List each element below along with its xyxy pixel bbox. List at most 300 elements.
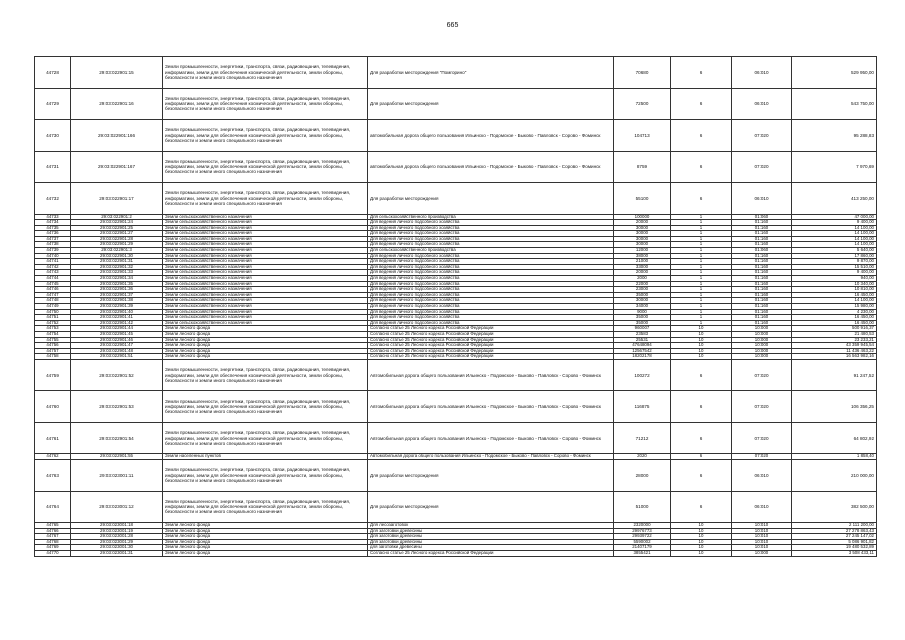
cell-use-group: 10 [671, 539, 732, 545]
cell-area: 30000 [614, 225, 671, 231]
cell-cadastral-number: 29:03:022901:46 [71, 337, 163, 343]
cell-use-group: 1 [671, 253, 732, 259]
cell-cadastral-number: 29:03:022901:27 [71, 231, 163, 237]
cell-land-category: Земли сельскохозяйственного назначения [163, 281, 368, 287]
cell-cadastral-value: 11 436 463,22 [792, 348, 877, 354]
cell-cadastral-number: 29:03:022901:167 [71, 151, 163, 183]
cell-use-group: 1 [671, 231, 732, 237]
cell-cadastral-value: 14 100,00 [792, 231, 877, 237]
cell-area: 35000 [614, 292, 671, 298]
cell-use-group: 1 [671, 298, 732, 304]
cell-cadastral-number: 29:03:022901:24 [71, 220, 163, 226]
cell-use-code: 10:000 [732, 354, 792, 360]
cell-cadastral-value: 27 278 863,43 [792, 528, 877, 534]
cell-permitted-use: для заготовки древесины [368, 545, 614, 551]
cell-record-number: 44750 [35, 309, 71, 315]
cell-permitted-use: Для ведения личного подсобного хозяйства [368, 236, 614, 242]
cell-area: 18202178 [614, 354, 671, 360]
cell-land-category: Земли сельскохозяйственного назначения [163, 220, 368, 226]
cell-area: 116875 [614, 391, 671, 423]
cell-use-code: 01:160 [732, 304, 792, 310]
cell-record-number: 44757 [35, 348, 71, 354]
cell-land-category: Земли сельскохозяйственного назначения [163, 225, 368, 231]
cell-use-code: 10:010 [732, 523, 792, 529]
cell-land-category: Земли промышленности, энергетики, транспорта, связи, радиовещания, телевидения, информатики, земли для обеспечения космической деятельности, земли обороны, безопасности и земли иного специального назначения [163, 460, 368, 492]
cell-cadastral-value: 21 480,53 [792, 331, 877, 337]
table-row [35, 88, 877, 120]
cell-use-code: 01:060 [732, 248, 792, 254]
cell-record-number: 44766 [35, 528, 71, 534]
cell-cadastral-value: 210 000,00 [792, 460, 877, 492]
cell-area: 29939722 [614, 534, 671, 540]
cell-land-category: Земли лесного фонда [163, 534, 368, 540]
cell-cadastral-value: 14 100,00 [792, 225, 877, 231]
cell-cadastral-value: 500 916,37 [792, 326, 877, 332]
cell-record-number: 44765 [35, 523, 71, 529]
cell-permitted-use: Для ведения личного подсобного хозяйства [368, 231, 614, 237]
cell-use-group: 10 [671, 343, 732, 349]
cell-permitted-use: Автомобильная дорога общего пользования Ильинско - Подомское - Быково - Павловск - Сорово - Фоминск [368, 454, 614, 460]
cell-land-category: Земли лесного фонда [163, 337, 368, 343]
cell-land-category: Земли промышленности, энергетики, транспорта, связи, радиовещания, телевидения, информатики, земли для обеспечения космической деятельности, земли обороны, безопасности и земли иного специального назначения [163, 57, 368, 89]
table-row [35, 151, 877, 183]
cell-use-code: 10:010 [732, 534, 792, 540]
cell-cadastral-number: 29:03:022901:39 [71, 304, 163, 310]
cell-use-code: 01:160 [732, 220, 792, 226]
cell-use-code: 07:020 [732, 422, 792, 454]
cell-record-number: 44756 [35, 343, 71, 349]
cell-cadastral-value: 2 111 200,00 [792, 523, 877, 529]
cell-land-category: Земли сельскохозяйственного назначения [163, 231, 368, 237]
cell-use-group: 1 [671, 242, 732, 248]
cell-use-group: 1 [671, 276, 732, 282]
cell-use-group: 1 [671, 225, 732, 231]
cell-cadastral-value: 4 230,00 [792, 309, 877, 315]
cell-use-group: 1 [671, 259, 732, 265]
cell-area: 35000 [614, 320, 671, 326]
cell-use-code: 06:010 [732, 460, 792, 492]
cell-permitted-use: Для ведения личного подсобного хозяйства [368, 225, 614, 231]
cell-cadastral-value: 15 980,00 [792, 304, 877, 310]
cell-cadastral-number: 29:03:022901:15 [71, 57, 163, 89]
cell-cadastral-value: 106 356,25 [792, 391, 877, 423]
cell-permitted-use: Для сельскохозяйственного производства [368, 248, 614, 254]
cell-record-number: 44769 [35, 545, 71, 551]
cell-permitted-use: Согласно статье 25 Лесного кодекса Российской Федерации [368, 326, 614, 332]
cell-area: 28000 [614, 460, 671, 492]
cell-record-number: 44749 [35, 304, 71, 310]
cell-land-category: Земли промышленности, энергетики, транспорта, связи, радиовещания, телевидения, информатики, земли для обеспечения космической деятельности, земли обороны, безопасности и земли иного специального назначения [163, 359, 368, 391]
cell-use-group: 1 [671, 287, 732, 293]
cell-record-number: 44767 [35, 534, 71, 540]
cell-permitted-use: Для заготовки древесины [368, 534, 614, 540]
cell-cadastral-number: 29:03:023001:28 [71, 534, 163, 540]
cell-land-category: Земли сельскохозяйственного назначения [163, 315, 368, 321]
cell-cadastral-value: 16 450,00 [792, 315, 877, 321]
cell-area: 100272 [614, 359, 671, 391]
cell-cadastral-number: 29:03:022901:36 [71, 287, 163, 293]
cell-record-number: 44737 [35, 236, 71, 242]
cell-record-number: 44739 [35, 248, 71, 254]
cell-use-group: 1 [671, 236, 732, 242]
cell-use-group: 1 [671, 320, 732, 326]
cell-land-category: Земли сельскохозяйственного назначения [163, 298, 368, 304]
cell-cadastral-number: 29:03:023001:12 [71, 491, 163, 523]
cell-cadastral-number: 29:03:022901:40 [71, 309, 163, 315]
cell-record-number: 44732 [35, 183, 71, 215]
cell-record-number: 44761 [35, 422, 71, 454]
cell-cadastral-value: 16 450,00 [792, 320, 877, 326]
cell-cadastral-value: 95 288,83 [792, 120, 877, 152]
cell-use-group: 1 [671, 309, 732, 315]
cell-permitted-use: автомобильная дорога общего пользования Ильинско - Подомское - Быково - Павловск - Сорово - Фоминск [368, 151, 614, 183]
cell-use-code: 01:160 [732, 276, 792, 282]
cell-use-group: 6 [671, 422, 732, 454]
cell-cadastral-value: 529 950,00 [792, 57, 877, 89]
cell-area: 35000 [614, 315, 671, 321]
cell-cadastral-number: 29:03:023001:29 [71, 539, 163, 545]
cell-use-group: 10 [671, 528, 732, 534]
cell-use-code: 10:000 [732, 337, 792, 343]
cell-land-category: Земли сельскохозяйственного назначения [163, 236, 368, 242]
cell-cadastral-number: 29:03:023001:11 [71, 460, 163, 492]
cell-use-code: 07:020 [732, 454, 792, 460]
cell-area: 20000 [614, 220, 671, 226]
cell-permitted-use: Для ведения личного подсобного хозяйства [368, 292, 614, 298]
cell-area: 30000 [614, 298, 671, 304]
cell-cadastral-value: 14 100,00 [792, 298, 877, 304]
cell-use-code: 01:060 [732, 214, 792, 220]
cell-cadastral-number: 29:03:022901:33 [71, 270, 163, 276]
cell-use-group: 10 [671, 545, 732, 551]
cell-use-group: 1 [671, 248, 732, 254]
cell-area: 12567542 [614, 348, 671, 354]
cell-land-category: Земли лесного фонда [163, 528, 368, 534]
cell-area: 960007 [614, 326, 671, 332]
cell-record-number: 44751 [35, 315, 71, 321]
cell-cadastral-value: 10 810,00 [792, 287, 877, 293]
table-row [35, 460, 877, 492]
cell-record-number: 44743 [35, 270, 71, 276]
cell-permitted-use: Для ведения личного подсобного хозяйства [368, 315, 614, 321]
cell-use-group: 1 [671, 270, 732, 276]
cell-record-number: 44731 [35, 151, 71, 183]
cell-record-number: 44744 [35, 276, 71, 282]
cell-cadastral-number: 29:03:022901:52 [71, 359, 163, 391]
cell-use-group: 6 [671, 88, 732, 120]
cell-land-category: Земли промышленности, энергетики, транспорта, связи, радиовещания, телевидения, информатики, земли для обеспечения космической деятельности, земли обороны, безопасности и земли иного специального назначения [163, 151, 368, 183]
cell-cadastral-number: 29:03:023001:30 [71, 545, 163, 551]
cell-cadastral-number: 29:03:022901:32 [71, 264, 163, 270]
cell-area: 2020 [614, 454, 671, 460]
cell-use-code: 10:000 [732, 326, 792, 332]
cell-record-number: 44754 [35, 331, 71, 337]
cell-cadastral-value: 64 802,92 [792, 422, 877, 454]
cell-permitted-use: Для разработки месторождения [368, 183, 614, 215]
cell-cadastral-number: 29:03:023001:18 [71, 523, 163, 529]
cell-cadastral-number: 29:03:022901:41 [71, 315, 163, 321]
cell-permitted-use: Для ведения личного подсобного хозяйства [368, 264, 614, 270]
cell-cadastral-value: 19 480 532,89 [792, 545, 877, 551]
cell-record-number: 44736 [35, 231, 71, 237]
cell-permitted-use: Согласно статье 25 Лесного кодекса Российской Федерации [368, 331, 614, 337]
cell-land-category: Земли лесного фонда [163, 326, 368, 332]
cell-area: 20000 [614, 270, 671, 276]
land-registry-table [34, 56, 877, 557]
table-row [35, 120, 877, 152]
cell-cadastral-value: 47 000,00 [792, 214, 877, 220]
cell-permitted-use: Для заготовки древесины [368, 528, 614, 534]
cell-use-code: 07:020 [732, 359, 792, 391]
cell-use-code: 01:160 [732, 225, 792, 231]
cell-land-category: Земли сельскохозяйственного назначения [163, 242, 368, 248]
cell-record-number: 44753 [35, 326, 71, 332]
cell-use-code: 10:000 [732, 551, 792, 557]
cell-area: 38000 [614, 253, 671, 259]
cell-area: 25531 [614, 337, 671, 343]
cell-use-code: 01:160 [732, 264, 792, 270]
cell-permitted-use: Для ведения личного подсобного хозяйства [368, 298, 614, 304]
cell-use-code: 06:010 [732, 491, 792, 523]
cell-area: 71212 [614, 422, 671, 454]
cell-use-group: 10 [671, 354, 732, 360]
table-row [35, 491, 877, 523]
cell-use-group: 6 [671, 57, 732, 89]
cell-record-number: 44730 [35, 120, 71, 152]
land-registry-sheet [34, 56, 876, 557]
cell-land-category: Земли промышленности, энергетики, транспорта, связи, радиовещания, телевидения, информатики, земли для обеспечения космической деятельности, земли обороны, безопасности и земли иного специального назначения [163, 422, 368, 454]
cell-record-number: 44748 [35, 298, 71, 304]
cell-land-category: Земли лесного фонда [163, 551, 368, 557]
cell-permitted-use: Для лесозаготовок [368, 523, 614, 529]
cell-cadastral-value: 382 500,00 [792, 491, 877, 523]
cell-cadastral-number: 29:03:022901:44 [71, 326, 163, 332]
cell-cadastral-number: 29:03:022901:25 [71, 225, 163, 231]
cell-record-number: 44728 [35, 57, 71, 89]
table-row [35, 391, 877, 423]
cell-permitted-use: Для ведения личного подсобного хозяйства [368, 259, 614, 265]
cell-use-code: 06:010 [732, 88, 792, 120]
cell-land-category: Земли лесного фонда [163, 354, 368, 360]
cell-use-code: 07:020 [732, 391, 792, 423]
cell-land-category: Земли сельскохозяйственного назначения [163, 259, 368, 265]
cell-use-group: 10 [671, 523, 732, 529]
cell-use-code: 01:160 [732, 320, 792, 326]
cell-record-number: 44741 [35, 259, 71, 265]
cell-permitted-use: Для разработки месторождения [368, 491, 614, 523]
cell-record-number: 44770 [35, 551, 71, 557]
cell-land-category: Земли сельскохозяйственного назначения [163, 287, 368, 293]
cell-use-group: 10 [671, 337, 732, 343]
cell-use-code: 01:160 [732, 281, 792, 287]
cell-area: 100000 [614, 214, 671, 220]
cell-record-number: 44729 [35, 88, 71, 120]
cell-land-category: Земли лесного фонда [163, 343, 368, 349]
cell-land-category: Земли сельскохозяйственного назначения [163, 253, 368, 259]
cell-use-code: 07:020 [732, 151, 792, 183]
cell-land-category: Земли лесного фонда [163, 539, 368, 545]
table-row [35, 359, 877, 391]
cell-area: 2000 [614, 276, 671, 282]
cell-area: 34000 [614, 304, 671, 310]
cell-use-group: 6 [671, 183, 732, 215]
cell-record-number: 44758 [35, 354, 71, 360]
cell-use-code: 01:160 [732, 315, 792, 321]
cell-area: 23000 [614, 287, 671, 293]
cell-use-group: 1 [671, 281, 732, 287]
cell-land-category: Земли сельскохозяйственного назначения [163, 270, 368, 276]
cell-permitted-use: Для сельскохозяйственного производства [368, 214, 614, 220]
cell-cadastral-value: 17 860,00 [792, 253, 877, 259]
cell-cadastral-value: 9 400,00 [792, 270, 877, 276]
cell-land-category: Земли промышленности, энергетики, транспорта, связи, радиовещания, телевидения, информатики, земли для обеспечения космической деятельности, земли обороны, безопасности и земли иного специального назначения [163, 183, 368, 215]
cell-cadastral-value: 14 100,00 [792, 236, 877, 242]
cell-land-category: Земли промышленности, энергетики, транспорта, связи, радиовещания, телевидения, информатики, земли для обеспечения космической деятельности, земли обороны, безопасности и земли иного специального назначения [163, 391, 368, 423]
cell-use-code: 10:000 [732, 343, 792, 349]
cell-cadastral-value: 7 970,69 [792, 151, 877, 183]
cell-cadastral-number: 29:03:022901:35 [71, 281, 163, 287]
cell-cadastral-number: 29:03:022901:45 [71, 331, 163, 337]
cell-cadastral-value: 3 508 433,11 [792, 551, 877, 557]
cell-use-code: 01:160 [732, 309, 792, 315]
cell-use-code: 01:160 [732, 298, 792, 304]
cell-use-group: 6 [671, 151, 732, 183]
cell-cadastral-number: 29:03:022901:17 [71, 183, 163, 215]
cell-area: 2320000 [614, 523, 671, 529]
cell-use-group: 6 [671, 359, 732, 391]
table-row [35, 551, 877, 557]
cell-use-group: 6 [671, 454, 732, 460]
cell-cadastral-value: 10 340,00 [792, 281, 877, 287]
cell-cadastral-number: 29:03:022901:51 [71, 354, 163, 360]
cell-cadastral-value: 16 450,00 [792, 292, 877, 298]
cell-record-number: 44742 [35, 264, 71, 270]
cell-cadastral-value: 23 233,21 [792, 337, 877, 343]
cell-permitted-use: автомобильная дорога общего пользования Ильинско - Подомское - Быково - Павловск - Сорово - Фоминск [368, 120, 614, 152]
cell-use-code: 06:010 [732, 57, 792, 89]
cell-use-group: 10 [671, 348, 732, 354]
cell-use-code: 01:160 [732, 259, 792, 265]
cell-permitted-use: Для ведения личного подсобного хозяйства [368, 242, 614, 248]
cell-area: 21000 [614, 259, 671, 265]
cell-use-code: 06:010 [732, 183, 792, 215]
cell-record-number: 44738 [35, 242, 71, 248]
cell-permitted-use: Для заготовки древесины [368, 539, 614, 545]
cell-permitted-use: Для ведения личного подсобного хозяйства [368, 309, 614, 315]
table-row [35, 57, 877, 89]
cell-area: 104713 [614, 120, 671, 152]
cell-area: 5590002 [614, 539, 671, 545]
cell-cadastral-value: 16 563 982,16 [792, 354, 877, 360]
cell-area: 8759 [614, 151, 671, 183]
cell-permitted-use: Для разработки месторождения [368, 460, 614, 492]
cell-land-category: Земли сельскохозяйственного назначения [163, 309, 368, 315]
cell-area: 30000 [614, 236, 671, 242]
cell-cadastral-number: 29:03:022901:42 [71, 320, 163, 326]
cell-land-category: Земли лесного фонда [163, 348, 368, 354]
cell-land-category: Земли сельскохозяйственного назначения [163, 264, 368, 270]
cell-permitted-use: Для ведения личного подсобного хозяйства [368, 276, 614, 282]
cell-cadastral-number: 29:03:023001:31 [71, 551, 163, 557]
cell-permitted-use: Автомобильная дорога общего пользования Ильинско - Подомское - Быково - Павловск - Сорово - Фоминск [368, 422, 614, 454]
cell-cadastral-number: 29:03:022901:30 [71, 253, 163, 259]
cell-use-group: 10 [671, 331, 732, 337]
cell-cadastral-value: 1 858,40 [792, 454, 877, 460]
cell-land-category: Земли лесного фонда [163, 331, 368, 337]
cell-use-code: 10:010 [732, 539, 792, 545]
cell-cadastral-number: 29:03:022901:29 [71, 242, 163, 248]
cell-cadastral-number: 29:03:022901:48 [71, 348, 163, 354]
cell-use-group: 1 [671, 304, 732, 310]
table-row [35, 183, 877, 215]
cell-record-number: 44759 [35, 359, 71, 391]
cell-cadastral-number: 29:03:022901:16 [71, 88, 163, 120]
cell-land-category: Земли промышленности, энергетики, транспорта, связи, радиовещания, телевидения, информатики, земли для обеспечения космической деятельности, земли обороны, безопасности и земли иного специального назначения [163, 491, 368, 523]
cell-use-code: 07:020 [732, 120, 792, 152]
cell-record-number: 44740 [35, 253, 71, 259]
cell-land-category: Земли сельскохозяйственного назначения [163, 292, 368, 298]
cell-area: 30000 [614, 231, 671, 237]
cell-use-code: 01:160 [732, 236, 792, 242]
cell-record-number: 44763 [35, 460, 71, 492]
cell-cadastral-value: 413 250,00 [792, 183, 877, 215]
cell-area: 51000 [614, 491, 671, 523]
cell-record-number: 44752 [35, 320, 71, 326]
cell-permitted-use: Согласно статье 25 Лесного кодекса Российской Федерации [368, 354, 614, 360]
cell-land-category: Земли населенных пунктов [163, 454, 368, 460]
cell-use-code: 01:160 [732, 231, 792, 237]
cell-cadastral-value: 43 359 945,54 [792, 343, 877, 349]
cell-use-group: 6 [671, 391, 732, 423]
cell-use-group: 1 [671, 264, 732, 270]
table-row [35, 422, 877, 454]
cell-permitted-use: Для ведения личного подсобного хозяйства [368, 304, 614, 310]
cell-permitted-use: Согласно статье 25 Лесного кодекса Российской Федерации [368, 348, 614, 354]
cell-permitted-use: Согласно статье 25 Лесного кодекса Российской Федерации [368, 343, 614, 349]
cell-cadastral-value: 15 510,00 [792, 264, 877, 270]
cell-record-number: 44755 [35, 337, 71, 343]
cell-permitted-use: Для ведения личного подсобного хозяйства [368, 287, 614, 293]
cell-area: 22000 [614, 281, 671, 287]
cell-permitted-use: Для разработки месторождения [368, 88, 614, 120]
cell-cadastral-number: 29:03:022901:166 [71, 120, 163, 152]
cell-area: 33000 [614, 264, 671, 270]
cell-area: 3855421 [614, 551, 671, 557]
cell-cadastral-value: 5 640,00 [792, 248, 877, 254]
cell-use-code: 01:160 [732, 242, 792, 248]
cell-record-number: 44760 [35, 391, 71, 423]
page-number: 665 [446, 22, 459, 29]
cell-permitted-use: Согласно статье 25 Лесного кодекса Российской Федерации [368, 337, 614, 343]
cell-cadastral-value: 543 750,00 [792, 88, 877, 120]
cell-permitted-use: Для ведения личного подсобного хозяйства [368, 220, 614, 226]
cell-permitted-use: Для ведения личного подсобного хозяйства [368, 281, 614, 287]
cell-permitted-use: Согласно статье 25 Лесного кодекса Российской Федерации [368, 551, 614, 557]
cell-land-category: Земли сельскохозяйственного назначения [163, 276, 368, 282]
cell-cadastral-number: 29:03:022901:28 [71, 236, 163, 242]
cell-use-group: 6 [671, 491, 732, 523]
cell-cadastral-number: 29:03:022901:38 [71, 298, 163, 304]
cell-permitted-use: Для ведения личного подсобного хозяйства [368, 320, 614, 326]
cell-record-number: 44734 [35, 220, 71, 226]
cell-cadastral-number: 29:03:022901:3 [71, 248, 163, 254]
cell-land-category: Земли промышленности, энергетики, транспорта, связи, радиовещания, телевидения, информатики, земли для обеспечения космической деятельности, земли обороны, безопасности и земли иного специального назначения [163, 120, 368, 152]
cell-area: 47648094 [614, 343, 671, 349]
cell-use-code: 10:000 [732, 331, 792, 337]
cell-cadastral-number: 29:03:022901:47 [71, 343, 163, 349]
cell-land-category: Земли сельскохозяйственного назначения [163, 248, 368, 254]
cell-use-group: 6 [671, 460, 732, 492]
